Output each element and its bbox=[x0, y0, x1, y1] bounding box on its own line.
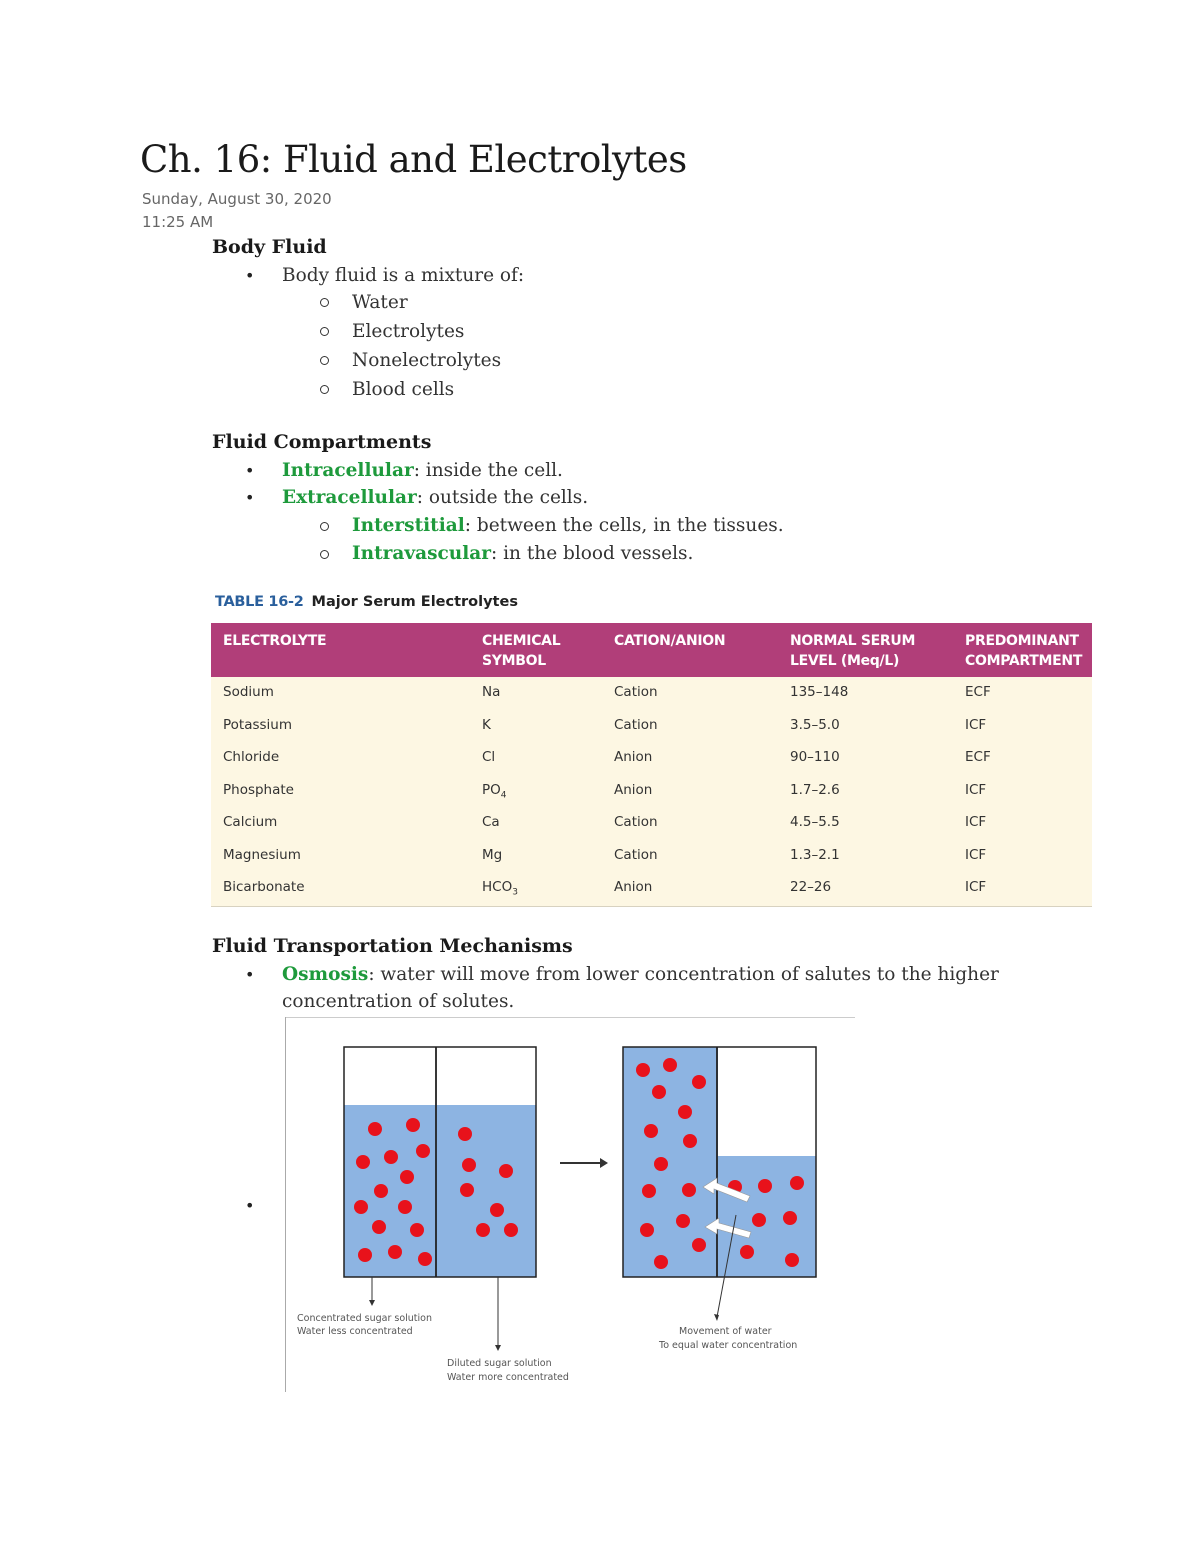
cell-compartment: ICF bbox=[965, 879, 987, 895]
cell-compartment: ECF bbox=[965, 684, 991, 700]
cell-symbol: K bbox=[482, 716, 491, 733]
page-title: Ch. 16: Fluid and Electrolytes bbox=[140, 138, 687, 181]
cell-type: Cation bbox=[614, 716, 658, 733]
cell-type: Cation bbox=[614, 814, 658, 830]
cell-compartment: ICF bbox=[965, 781, 987, 798]
list-item-intracellular bbox=[282, 460, 563, 481]
process-arrow-head bbox=[600, 1158, 608, 1168]
cell-compartment: ICF bbox=[965, 846, 987, 863]
table-number: TABLE 16-2 bbox=[215, 594, 304, 610]
cell-level: 4.5–5.5 bbox=[790, 814, 840, 830]
list-item-blood-cells: Blood cells bbox=[352, 379, 455, 400]
column-header-serum-level: NORMAL SERUM LEVEL (Meq/L) bbox=[790, 633, 916, 669]
page-time: 11:25 AM bbox=[142, 213, 214, 231]
term-interstitial: Interstitial bbox=[352, 515, 465, 536]
heading-fluid-transport: Fluid Transportation Mechanisms bbox=[212, 935, 573, 957]
term-extracellular: Extracellular bbox=[282, 487, 417, 508]
cell-type: Cation bbox=[614, 846, 658, 863]
label-movement-2: To equal water concentration bbox=[659, 1340, 798, 1351]
cell-electrolyte: Calcium bbox=[223, 814, 278, 830]
heading-fluid-compartments: Fluid Compartments bbox=[212, 431, 432, 453]
list-item-intravascular bbox=[352, 543, 693, 564]
bullet-marker: • bbox=[245, 266, 255, 285]
cell-level: 135–148 bbox=[790, 684, 849, 700]
osmosis-diagram bbox=[285, 1017, 855, 1392]
table-header-row bbox=[211, 623, 1092, 677]
right-fluid-low bbox=[718, 1156, 816, 1277]
column-header-compartment: PREDOMINANT COMPARTMENT bbox=[965, 633, 1083, 669]
cell-level: 1.3–2.1 bbox=[790, 846, 840, 863]
column-header-cation-anion: CATION/ANION bbox=[614, 633, 726, 649]
cell-symbol: Na bbox=[482, 684, 501, 700]
cell-electrolyte: Magnesium bbox=[223, 846, 301, 863]
column-header-symbol: CHEMICAL SYMBOL bbox=[482, 633, 561, 669]
list-item-electrolytes: Electrolytes bbox=[352, 321, 465, 342]
label-concentrated-2: Water less concentrated bbox=[297, 1326, 413, 1337]
cell-level: 3.5–5.0 bbox=[790, 716, 840, 733]
bullet-marker: • bbox=[245, 461, 255, 480]
label-movement-1: Movement of water bbox=[679, 1326, 772, 1337]
sub-bullet-marker bbox=[320, 385, 329, 394]
cell-level: 90–110 bbox=[790, 749, 840, 765]
osmosis-line-2: concentration of solutes. bbox=[282, 991, 515, 1012]
cell-electrolyte: Phosphate bbox=[223, 781, 294, 798]
cell-symbol: Cl bbox=[482, 749, 496, 765]
cell-symbol: Mg bbox=[482, 846, 503, 863]
sub-bullet-marker bbox=[320, 522, 329, 531]
list-item-nonelectrolytes: Nonelectrolytes bbox=[352, 350, 502, 371]
def-intravascular: : in the blood vessels. bbox=[491, 543, 694, 564]
cell-level: 22–26 bbox=[790, 879, 832, 895]
def-interstitial: : between the cells, in the tissues. bbox=[464, 515, 784, 536]
table-caption bbox=[215, 594, 518, 610]
label-concentrated-1: Concentrated sugar solution bbox=[297, 1313, 432, 1324]
cell-type: Cation bbox=[614, 684, 658, 700]
term-osmosis: Osmosis bbox=[282, 964, 369, 985]
cell-compartment: ECF bbox=[965, 749, 991, 765]
cell-compartment: ICF bbox=[965, 814, 987, 830]
body-fluid-intro: Body fluid is a mixture of: bbox=[282, 265, 525, 286]
def-osmosis: : water will move from lower concentration of salutes to the higher bbox=[368, 964, 999, 985]
cell-symbol: Ca bbox=[482, 814, 500, 830]
cell-electrolyte: Chloride bbox=[223, 749, 280, 765]
label-diluted-1: Diluted sugar solution bbox=[447, 1358, 552, 1369]
cell-type: Anion bbox=[614, 781, 653, 798]
list-item-interstitial bbox=[352, 515, 784, 536]
cell-level: 1.7–2.6 bbox=[790, 781, 840, 798]
bullet-marker: • bbox=[245, 965, 255, 984]
electrolytes-table bbox=[211, 623, 1092, 907]
term-intracellular: Intracellular bbox=[282, 460, 414, 481]
list-item-extracellular bbox=[282, 487, 588, 508]
heading-body-fluid: Body Fluid bbox=[212, 236, 327, 258]
sub-bullet-marker bbox=[320, 356, 329, 365]
def-extracellular: : outside the cells. bbox=[416, 487, 589, 508]
cell-type: Anion bbox=[614, 879, 653, 895]
sub-bullet-marker bbox=[320, 550, 329, 559]
bullet-marker: • bbox=[245, 1196, 255, 1215]
column-header-electrolyte: ELECTROLYTE bbox=[223, 633, 327, 649]
cell-type: Anion bbox=[614, 749, 653, 765]
osmosis-line-1 bbox=[282, 964, 999, 985]
term-intravascular: Intravascular bbox=[352, 543, 492, 564]
bullet-marker: • bbox=[245, 488, 255, 507]
cell-electrolyte: Sodium bbox=[223, 684, 274, 700]
page-date: Sunday, August 30, 2020 bbox=[142, 190, 332, 208]
cell-symbol: $PO_4$ bbox=[482, 781, 507, 801]
sub-bullet-marker bbox=[320, 298, 329, 307]
list-item-water: Water bbox=[352, 292, 408, 313]
cell-electrolyte: Potassium bbox=[223, 716, 293, 733]
table-title: Major Serum Electrolytes bbox=[311, 594, 518, 610]
def-intracellular: : inside the cell. bbox=[413, 460, 563, 481]
cell-symbol: $HCO_3$ bbox=[482, 879, 518, 898]
cell-electrolyte: Bicarbonate bbox=[223, 879, 305, 895]
label-diluted-2: Water more concentrated bbox=[447, 1372, 569, 1383]
sub-bullet-marker bbox=[320, 327, 329, 336]
cell-compartment: ICF bbox=[965, 716, 987, 733]
